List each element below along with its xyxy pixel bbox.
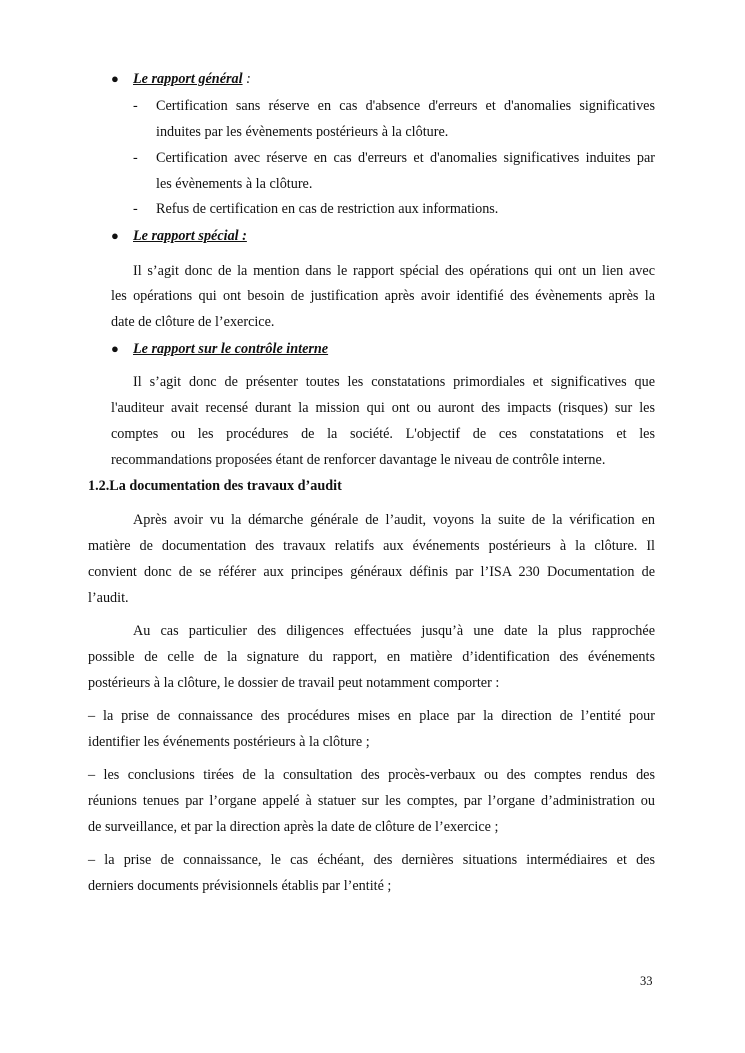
bullet-heading-rapport-general: Le rapport général : <box>133 71 251 87</box>
bullet-icon: ● <box>111 341 119 356</box>
section-heading: 1.2.La documentation des travaux d’audit <box>88 478 342 494</box>
dash-icon: - <box>133 150 138 166</box>
para1-line-4: l’audit. <box>88 590 129 606</box>
controle-para-line-2: l'auditeur avait recensé durant la mission qui ont ou auront des impacts (risques) sur les <box>111 400 655 416</box>
bullet-icon: ● <box>111 228 119 243</box>
item1-line-1: – la prise de connaissance des procédures mises en place par la direction de l’entité pour <box>88 708 655 724</box>
item2-line-2: réunions tenues par l’organe appelé à statuer sur les comptes, par l’organe d’administration ou <box>88 793 655 809</box>
general-item-1-line-2: induites par les évènements postérieurs à la clôture. <box>156 124 449 140</box>
item2-line-1: – les conclusions tirées de la consultation des procès-verbaux ou des comptes rendus des <box>88 767 655 783</box>
para1-line-3: convient donc de se référer aux principes généraux définis par l’ISA 230 Documentation de <box>88 564 655 580</box>
controle-para-line-1: Il s’agit donc de présenter toutes les constatations primordiales et significatives que <box>133 374 655 390</box>
controle-para-line-4: recommandations proposées étant de renforcer davantage le niveau de contrôle interne. <box>111 452 606 468</box>
bullet-heading-controle-interne: Le rapport sur le contrôle interne <box>133 341 329 357</box>
dash-icon: - <box>133 201 138 217</box>
para2-line-1: Au cas particulier des diligences effectuées jusqu’à une date la plus rapprochée <box>133 623 655 639</box>
item3-line-1: – la prise de connaissance, le cas échéant, des dernières situations intermédiaires et des <box>88 852 655 868</box>
special-para-line-2: les opérations qui ont besoin de justification après avoir identifié des évènements après la <box>111 288 655 304</box>
special-para-line-3: date de clôture de l’exercice. <box>111 314 275 330</box>
dash-icon: - <box>133 98 138 114</box>
general-item-2-line-1: Certification avec réserve en cas d'erreurs et d'anomalies significatives induites par <box>156 150 655 166</box>
item2-line-3: de surveillance, et par la direction après la date de clôture de l’exercice ; <box>88 819 499 835</box>
para1-line-2: matière de documentation des travaux relatifs aux événements postérieurs à la clôture. Il <box>88 538 655 554</box>
controle-para-line-3: comptes ou les procédures de la société. L'objectif de ces constatations et les <box>111 426 655 442</box>
special-para-line-1: Il s’agit donc de la mention dans le rapport spécial des opérations qui ont un lien avec <box>133 263 655 279</box>
para1-line-1: Après avoir vu la démarche générale de l’audit, voyons la suite de la vérification en <box>133 512 655 528</box>
item1-line-2: identifier les événements postérieurs à la clôture ; <box>88 734 370 750</box>
item3-line-2: derniers documents prévisionnels établis par l’entité ; <box>88 878 392 894</box>
general-item-3-line-1: Refus de certification en cas de restriction aux informations. <box>156 201 499 217</box>
general-item-1-line-1: Certification sans réserve en cas d'absence d'erreurs et d'anomalies significatives <box>156 98 655 114</box>
para2-line-2: possible de celle de la signature du rapport, en matière d’identification des événements <box>88 649 655 665</box>
page-number: 33 <box>640 974 653 988</box>
para2-line-3: postérieurs à la clôture, le dossier de travail peut notamment comporter : <box>88 675 500 691</box>
general-item-2-line-2: les évènements à la clôture. <box>156 176 313 192</box>
bullet-heading-rapport-special: Le rapport spécial : <box>133 228 247 244</box>
bullet-icon: ● <box>111 71 119 86</box>
